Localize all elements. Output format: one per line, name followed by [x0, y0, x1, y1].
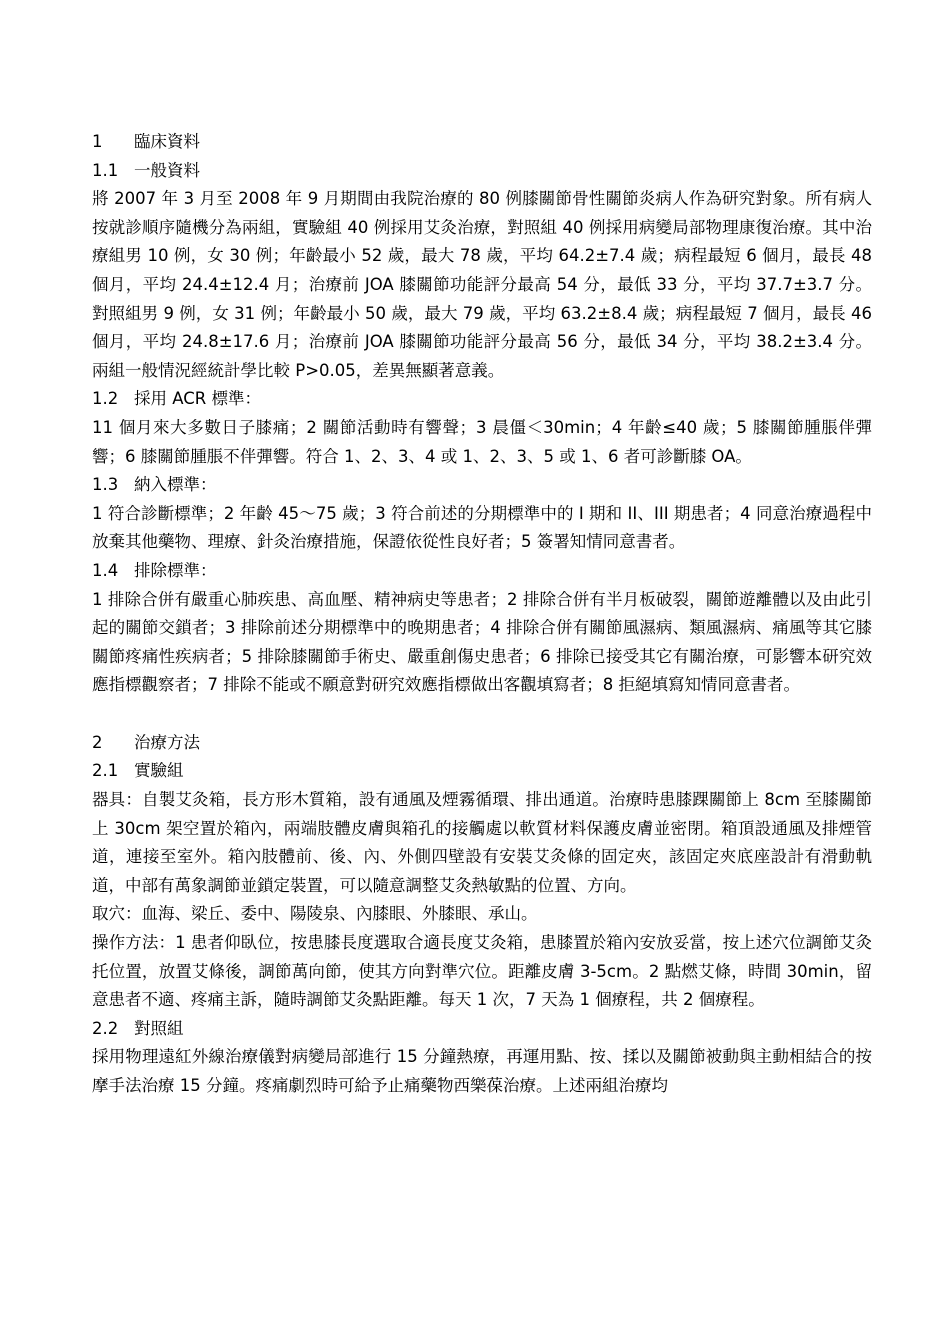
subsection-heading: 1.2 採用 ACR 標準：	[92, 389, 261, 409]
paragraph: 1 排除合併有嚴重心肺疾患、高血壓、精神病史等患者；2 排除合併有半月板破裂，關節遊離體以及由此引起的關節交鎖者；3 排除前述分期標準中的晚期患者；4 排除合併有關節風濕病、類風濕病、痛風等其它膝關節疼痛性疾病者；5 排除膝關節手術史、嚴重創傷史患者；6 排除已接受其它有關治療，可影響本研究效應指標觀察者；7 排除不能或不願意對研究效應指標做出客觀填寫者；8 拒絕填寫知情同意書者。	[92, 589, 872, 695]
subsection-heading: 1.1 一般資料	[92, 160, 200, 180]
paragraph: 操作方法：1 患者仰臥位，按患膝長度選取合適長度艾灸箱，患膝置於箱內安放妥當，按上述穴位調節艾灸托位置，放置艾條後，調節萬向節，使其方向對準穴位。距離皮膚 3-5cm。2 點燃艾條，時間 30min，留意患者不適、疼痛主訴，隨時調節艾灸點距離。每天 1 次，7 天為 1 個療程，共 2 個療程。	[92, 933, 872, 1010]
paragraph: 採用物理遠紅外線治療儀對病變局部進行 15 分鐘熱療，再運用點、按、揉以及關節被動與主動相結合的按摩手法治療 15 分鐘。疼痛劇烈時可給予止痛藥物西樂葆治療。上述兩組治療均	[92, 1047, 872, 1095]
paragraph: 器具：自製艾灸箱，長方形木質箱，設有通風及煙霧循環、排出通道。治療時患膝踝關節上 8cm 至膝關節上 30cm 架空置於箱內，兩端肢體皮膚與箱孔的接觸處以軟質材料保護皮膚並密閉。箱頂設通風及排煙管道，連接至室外。箱內肢體前、後、內、外側四壁設有安裝艾灸條的固定夾，該固定夾底座設計有滑動軌道，中部有萬象調節並鎖定裝置，可以隨意調整艾灸熱敏點的位置、方向。	[92, 790, 872, 895]
paragraph: 將 2007 年 3 月至 2008 年 9 月期間由我院治療的 80 例膝關節骨性關節炎病人作為研究對象。所有病人按就診順序隨機分為兩組，實驗組 40 例採用艾灸治療，對照組 40 例採用病變局部物理康復治療。其中治療組男 10 例，女 30 例；年齡最小 52 歲，最大 78 歲，平均 64.2±7.4 歲；病程最短 6 個月，最長 48 個月，平均 24.4±12.4 月；治療前 JOA 膝關節功能評分最高 54 分，最低 33 分，平均 37.7±3.7 分。對照組男 9 例，女 31 例；年齡最小 50 歲，最大 79 歲，平均 63.2±8.4 歲；病程最短 7 個月，最長 46 個月，平均 24.8±17.6 月；治療前 JOA 膝關節功能評分最高 56 分，最低 34 分，平均 38.2±3.4 分。兩組一般情況經統計學比較 P>0.05，差異無顯著意義。	[92, 189, 872, 380]
paragraph: 11 個月來大多數日子膝痛；2 關節活動時有響聲；3 晨僵＜30min；4 年齡≤40 歲；5 膝關節腫脹伴彈響；6 膝關節腫脹不伴彈響。符合 1、2、3、4 或 1、2、3、5 或 1、6 者可診斷膝 OA。	[92, 417, 872, 466]
subsection-heading: 1.4 排除標準：	[92, 560, 217, 580]
document-page	[92, 128, 872, 1101]
subsection-heading: 2.2 對照組	[92, 1018, 184, 1038]
subsection-heading: 1.3 納入標準：	[92, 475, 217, 495]
section-spacer	[92, 700, 872, 729]
paragraph: 1 符合診斷標準；2 年齡 45～75 歲；3 符合前述的分期標準中的 I 期和 II、III 期患者；4 同意治療過程中放棄其他藥物、理療、針灸治療措施，保證依從性良好者；5 簽署知情同意書者。	[92, 503, 872, 552]
section-heading: 2 治療方法	[92, 732, 200, 752]
subsection-heading: 2.1 實驗組	[92, 761, 184, 781]
section-heading: 1 臨床資料	[92, 132, 200, 151]
paragraph: 取穴：血海、梁丘、委中、陽陵泉、內膝眼、外膝眼、承山。	[92, 904, 538, 924]
